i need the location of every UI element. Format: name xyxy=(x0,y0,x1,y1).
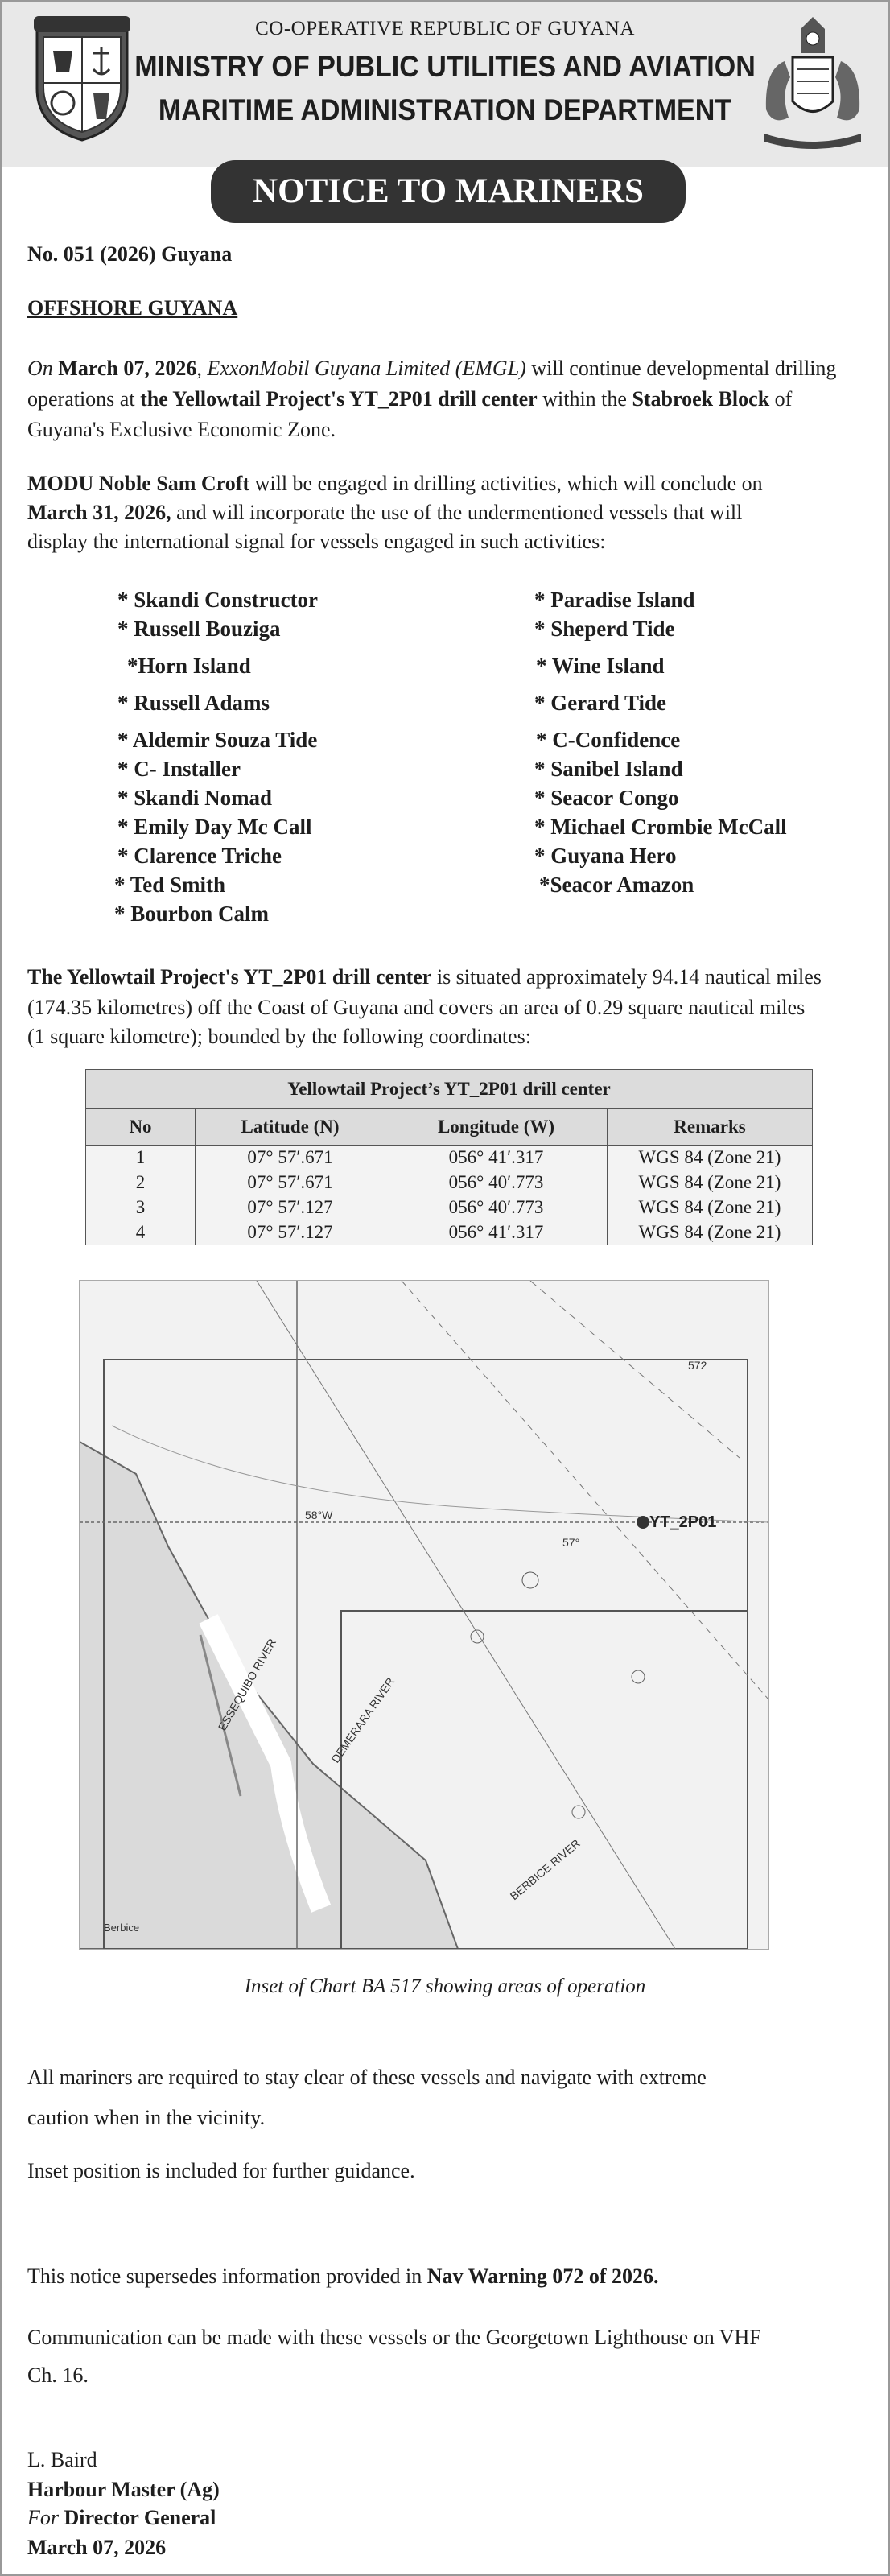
vessel-item: *Seacor Amazon xyxy=(539,873,694,897)
vessel-item: * Seacor Congo xyxy=(534,786,679,810)
table-row xyxy=(86,1146,813,1170)
vessel-item: * Sheperd Tide xyxy=(534,617,675,641)
region-heading: OFFSHORE GUYANA xyxy=(27,296,238,320)
place-label-berbice: Berbice xyxy=(104,1922,140,1934)
paragraph-2-line-3: display the international signal for vessels engaged in such activities: xyxy=(27,530,606,553)
paragraph-4-line-1: All mariners are required to stay clear of these vessels and navigate with extreme xyxy=(27,2066,707,2089)
paragraph-7-line-1: Communication can be made with these vessels or the Georgetown Lighthouse on VHF xyxy=(27,2326,761,2349)
table-cell: 07° 57′.671 xyxy=(196,1170,385,1195)
table-header: Latitude (N) xyxy=(196,1109,385,1146)
notice-banner: NOTICE TO MARINERS xyxy=(211,160,686,223)
signatory-title: Harbour Master (Ag) xyxy=(27,2478,220,2501)
department-line: MARITIME ADMINISTRATION DEPARTMENT xyxy=(158,93,732,126)
table-cell: 2 xyxy=(86,1170,196,1195)
vessel-item: * Skandi Nomad xyxy=(117,786,273,810)
chart-label-57: 57° xyxy=(562,1536,580,1549)
paragraph-2-line-1 xyxy=(27,469,763,498)
paragraph-7-line-2: Ch. 16. xyxy=(27,2363,89,2387)
signatory-name: L. Baird xyxy=(27,2448,97,2471)
p1-on: On xyxy=(27,357,59,380)
chart-label-58: 58°W xyxy=(305,1509,333,1521)
p2-modu: MODU Noble Sam Croft xyxy=(27,472,250,495)
vessel-item: * Wine Island xyxy=(536,654,665,678)
ministry-line: MINISTRY OF PUBLIC UTILITIES AND AVIATION xyxy=(134,50,756,83)
p6-lead: This notice supersedes information provided in xyxy=(27,2264,427,2288)
p1-rest: will continue developmental drilling xyxy=(525,357,837,380)
nautical-chart-inset xyxy=(79,1280,769,1950)
table-cell: 3 xyxy=(86,1195,196,1220)
sig-for: For xyxy=(27,2506,59,2529)
vessel-item: * Gerard Tide xyxy=(534,691,667,715)
p3-project: Yellowtail Project's YT_2P01 drill center xyxy=(66,965,432,989)
paragraph-6 xyxy=(27,2261,659,2291)
table-cell: WGS 84 (Zone 21) xyxy=(608,1195,813,1220)
p1-date: March 07, 2026 xyxy=(58,357,197,380)
vessel-item: * C-Confidence xyxy=(536,728,681,752)
letterhead xyxy=(2,2,888,167)
table-cell: 07° 57′.671 xyxy=(196,1146,385,1170)
p1-l2c: of xyxy=(769,387,793,411)
table-cell: 1 xyxy=(86,1146,196,1170)
p1-project: the Yellowtail Project's YT_2P01 drill center xyxy=(140,387,538,411)
table-row xyxy=(86,1220,813,1245)
vessel-item: *Horn Island xyxy=(127,654,251,678)
table-cell: 056° 40′.773 xyxy=(385,1170,608,1195)
vessel-item: * Russell Bouziga xyxy=(117,617,281,641)
table-cell: WGS 84 (Zone 21) xyxy=(608,1220,813,1245)
p6-ref: Nav Warning 072 of 2026. xyxy=(426,2264,659,2288)
p2-rest2: and will incorporate the use of the undermentioned vessels that will xyxy=(171,501,743,524)
signature-date: March 07, 2026 xyxy=(27,2536,167,2559)
paragraph-1-line-2 xyxy=(27,384,792,414)
p3-rest1: is situated approximately 94.14 nautical miles xyxy=(431,965,822,989)
paragraph-1-line-3: Guyana's Exclusive Economic Zone. xyxy=(27,418,336,441)
vessel-item: * Guyana Hero xyxy=(534,844,677,868)
chart-caption: Inset of Chart BA 517 showing areas of operation xyxy=(244,1975,646,1997)
table-header: No xyxy=(86,1109,196,1146)
vessel-item: * Paradise Island xyxy=(534,588,695,612)
vessel-item: * C- Installer xyxy=(117,757,241,781)
vessel-item: * Michael Crombie McCall xyxy=(534,815,787,839)
vessel-item: * Skandi Constructor xyxy=(117,588,319,612)
table-cell: 07° 57′.127 xyxy=(196,1220,385,1245)
paragraph-1-line-1 xyxy=(27,353,836,383)
drill-center-marker xyxy=(637,1516,649,1529)
table-cell: WGS 84 (Zone 21) xyxy=(608,1146,813,1170)
sig-for-title: Director General xyxy=(59,2506,216,2529)
table-cell: 056° 40′.773 xyxy=(385,1195,608,1220)
p1-l2a: operations at xyxy=(27,387,141,411)
chart-drawing xyxy=(80,1281,768,1949)
river-label-essequibo: ESSEQUIBO RIVER xyxy=(215,1636,279,1733)
paragraph-4-line-2: caution when in the vicinity. xyxy=(27,2106,266,2129)
table-cell: 4 xyxy=(86,1220,196,1245)
table-cell: WGS 84 (Zone 21) xyxy=(608,1170,813,1195)
coastline-land xyxy=(80,1442,458,1949)
p1-l2b: within the xyxy=(537,387,632,411)
table-cell: 056° 41′.317 xyxy=(385,1146,608,1170)
coordinates-table xyxy=(85,1069,813,1245)
vessel-item: * Clarence Triche xyxy=(117,844,282,868)
vessel-item: * Ted Smith xyxy=(114,873,226,897)
table-header: Remarks xyxy=(608,1109,813,1146)
paragraph-3-line-3: (1 square kilometre); bounded by the following coordinates: xyxy=(27,1025,532,1048)
p2-end-date: March 31, 2026, xyxy=(27,501,171,524)
signatory-for xyxy=(27,2503,216,2533)
p3-lead: The xyxy=(27,965,67,989)
table-caption: Yellowtail Project’s YT_2P01 drill center xyxy=(86,1070,813,1109)
vessel-item: * Sanibel Island xyxy=(534,757,683,781)
vessel-item: * Aldemir Souza Tide xyxy=(117,728,318,752)
paragraph-3-line-2: (174.35 kilometres) off the Coast of Guyana and covers an area of 0.29 square nautical miles xyxy=(27,996,806,1019)
p1-company: ExxonMobil Guyana Limited (EMGL) xyxy=(207,357,526,380)
paragraph-5: Inset position is included for further guidance. xyxy=(27,2159,415,2182)
table-row xyxy=(86,1195,813,1220)
republic-line: CO-OPERATIVE REPUBLIC OF GUYANA xyxy=(255,18,635,39)
notice-number: No. 051 (2026) Guyana xyxy=(27,242,233,266)
table-header-row xyxy=(86,1109,813,1146)
vessel-item: * Bourbon Calm xyxy=(114,902,270,926)
paragraph-3-line-1 xyxy=(27,962,822,992)
table-row xyxy=(86,1170,813,1195)
river-label-demerara: DEMERARA RIVER xyxy=(328,1674,398,1765)
vessel-item: * Russell Adams xyxy=(117,691,270,715)
table-header: Longitude (W) xyxy=(385,1109,608,1146)
coat-of-arms-emblem xyxy=(748,13,877,150)
p1-block: Stabroek Block xyxy=(632,387,770,411)
table-cell: 056° 41′.317 xyxy=(385,1220,608,1245)
vessel-item: * Emily Day Mc Call xyxy=(117,815,312,839)
p1-comma: , xyxy=(196,357,208,380)
paragraph-2-line-2 xyxy=(27,497,742,527)
p2-rest1: will be engaged in drilling activities, which will conclude on xyxy=(249,472,763,495)
chart-label-572: 572 xyxy=(688,1359,707,1372)
drill-center-label: YT_2P01 xyxy=(649,1513,717,1531)
river-label-berbice: BERBICE RIVER xyxy=(507,1836,583,1903)
table-cell: 07° 57′.127 xyxy=(196,1195,385,1220)
